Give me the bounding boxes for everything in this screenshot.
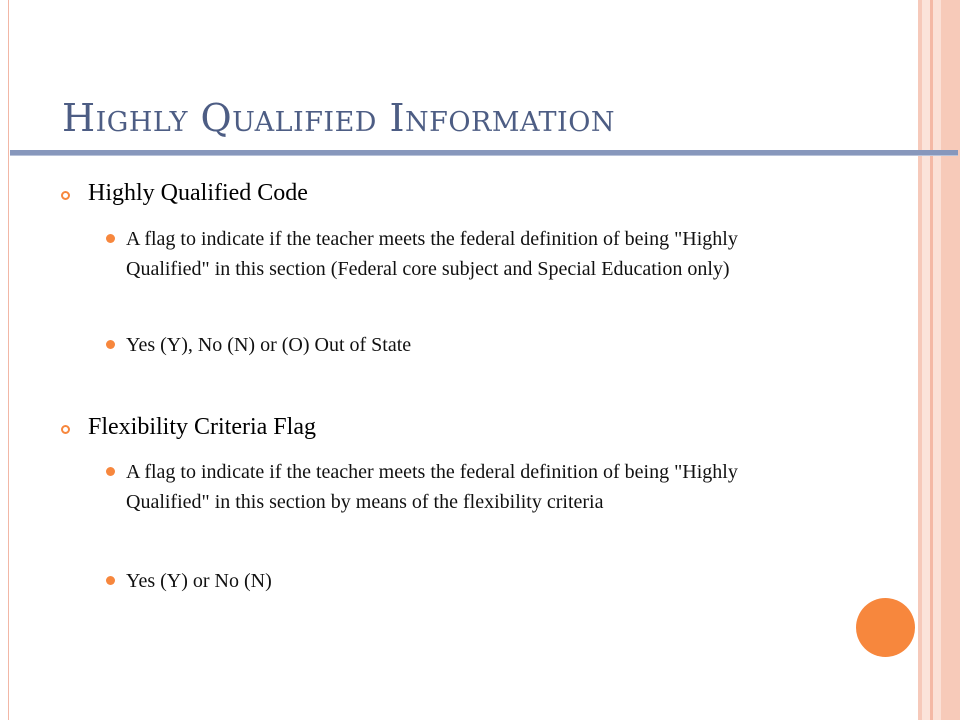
bullet-text: Yes (Y) or No (N): [126, 570, 272, 592]
right-border-stripe: [922, 0, 930, 720]
left-border-stripe: [8, 0, 9, 720]
bullet-text: A flag to indicate if the teacher meets the federal definition of being "Highly Qualified" in this section by means of the flexibility criteria: [126, 461, 738, 513]
ring-bullet-icon: [61, 425, 70, 434]
section-heading: Flexibility Criteria Flag: [88, 414, 316, 440]
slide-title: Highly Qualified Information: [62, 96, 615, 140]
dot-bullet-icon: [106, 576, 115, 585]
decorative-circle: [856, 598, 915, 657]
bullet-text: A flag to indicate if the teacher meets the federal definition of being "Highly Qualified" in this section (Federal core subject and Special Education only): [126, 228, 738, 280]
ring-bullet-icon: [61, 191, 70, 200]
right-border-stripe: [933, 0, 941, 720]
section-heading: Highly Qualified Code: [88, 180, 308, 206]
title-underline: [10, 150, 958, 156]
dot-bullet-icon: [106, 467, 115, 476]
dot-bullet-icon: [106, 340, 115, 349]
bullet-text: Yes (Y), No (N) or (O) Out of State: [126, 334, 412, 356]
right-border-stripe: [941, 0, 960, 720]
dot-bullet-icon: [106, 234, 115, 243]
